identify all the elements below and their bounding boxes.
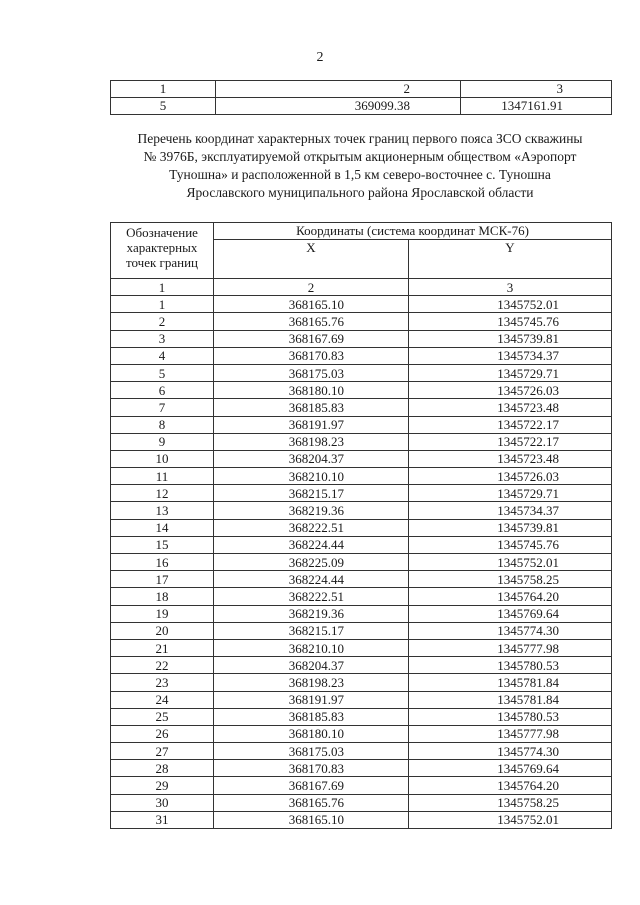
point-number: 27 xyxy=(111,743,214,760)
table-row xyxy=(111,313,612,330)
column-index: 1 xyxy=(111,279,214,296)
y-coordinate: 1345726.03 xyxy=(409,382,612,399)
table-row xyxy=(111,485,612,502)
y-coordinate: 1345734.37 xyxy=(409,347,612,364)
y-coordinate: 1345764.20 xyxy=(409,777,612,794)
table-row xyxy=(111,536,612,553)
y-coordinate: 1345722.17 xyxy=(409,433,612,450)
y-coordinate: 1345781.84 xyxy=(409,691,612,708)
x-coordinate: 368180.10 xyxy=(214,382,409,399)
table-row xyxy=(111,605,612,622)
point-number: 9 xyxy=(111,433,214,450)
x-coordinate: 368165.10 xyxy=(214,811,409,828)
coordinates-table-body xyxy=(111,296,612,829)
y-coordinate: 1345729.71 xyxy=(409,485,612,502)
point-number: 3 xyxy=(111,330,214,347)
table-row xyxy=(111,399,612,416)
table-row xyxy=(111,554,612,571)
header-cell: 2 xyxy=(216,81,461,98)
x-coordinate: 368215.17 xyxy=(214,622,409,639)
x-coordinate: 368219.36 xyxy=(214,502,409,519)
y-coordinate: 1345729.71 xyxy=(409,364,612,381)
y-coordinate: 1347161.91 xyxy=(461,98,612,115)
continuation-table xyxy=(110,80,612,115)
y-coordinate: 1345758.25 xyxy=(409,794,612,811)
point-number: 13 xyxy=(111,502,214,519)
table-row xyxy=(111,777,612,794)
point-number: 30 xyxy=(111,794,214,811)
point-number: 4 xyxy=(111,347,214,364)
x-coordinate: 368175.03 xyxy=(214,364,409,381)
table-caption xyxy=(100,130,620,202)
x-coordinate: 368165.10 xyxy=(214,296,409,313)
point-number: 8 xyxy=(111,416,214,433)
column-index: 3 xyxy=(409,279,612,296)
y-coordinate: 1345774.30 xyxy=(409,622,612,639)
table-row xyxy=(111,743,612,760)
table-row xyxy=(111,519,612,536)
point-number: 17 xyxy=(111,571,214,588)
x-coordinate: 369099.38 xyxy=(216,98,461,115)
x-coordinate: 368185.83 xyxy=(214,399,409,416)
point-number: 29 xyxy=(111,777,214,794)
x-coordinate: 368210.10 xyxy=(214,639,409,656)
y-coordinate: 1345781.84 xyxy=(409,674,612,691)
x-coordinate: 368167.69 xyxy=(214,777,409,794)
designation-header-line: точек границ xyxy=(125,255,199,270)
x-coordinate: 368204.37 xyxy=(214,450,409,467)
caption-line: Ярославского муниципального района Ярославской области xyxy=(186,185,534,200)
y-coordinate: 1345777.98 xyxy=(409,639,612,656)
caption-line: Туношна» и расположенной в 1,5 км северо-восточнее с. Туношна xyxy=(169,167,551,182)
column-index-row xyxy=(111,279,612,296)
y-coordinate: 1345780.53 xyxy=(409,708,612,725)
y-coordinate: 1345723.48 xyxy=(409,399,612,416)
table-row xyxy=(111,364,612,381)
header-cell: 3 xyxy=(461,81,612,98)
x-coordinate: 368198.23 xyxy=(214,674,409,691)
coordinates-table xyxy=(110,222,612,829)
x-coordinate: 368215.17 xyxy=(214,485,409,502)
coordinates-header: Координаты (система координат МСК-76) xyxy=(214,223,612,240)
y-coordinate: 1345734.37 xyxy=(409,502,612,519)
table-row xyxy=(111,468,612,485)
caption-line: № 3976Б, эксплуатируемой открытым акционерным обществом «Аэропорт xyxy=(143,149,577,164)
designation-header-line: характерных xyxy=(126,240,198,255)
x-coordinate: 368219.36 xyxy=(214,605,409,622)
caption-line: Перечень координат характерных точек границ первого пояса ЗСО скважины xyxy=(137,131,583,146)
x-coordinate: 368225.09 xyxy=(214,554,409,571)
y-coordinate: 1345758.25 xyxy=(409,571,612,588)
table-row xyxy=(111,450,612,467)
x-header: X xyxy=(214,240,409,279)
table-row xyxy=(111,296,612,313)
point-number: 5 xyxy=(111,364,214,381)
table-row xyxy=(111,708,612,725)
x-coordinate: 368191.97 xyxy=(214,691,409,708)
table-row xyxy=(111,416,612,433)
point-number: 26 xyxy=(111,725,214,742)
table-row xyxy=(111,760,612,777)
table-header-row xyxy=(111,81,612,98)
y-coordinate: 1345752.01 xyxy=(409,811,612,828)
x-coordinate: 368165.76 xyxy=(214,313,409,330)
y-coordinate: 1345764.20 xyxy=(409,588,612,605)
table-row xyxy=(111,794,612,811)
point-number: 6 xyxy=(111,382,214,399)
y-coordinate: 1345726.03 xyxy=(409,468,612,485)
y-coordinate: 1345780.53 xyxy=(409,657,612,674)
x-coordinate: 368224.44 xyxy=(214,536,409,553)
x-coordinate: 368180.10 xyxy=(214,725,409,742)
table-row xyxy=(111,330,612,347)
table-row xyxy=(111,725,612,742)
page-number: 2 xyxy=(316,50,324,65)
column-index: 2 xyxy=(214,279,409,296)
point-number: 5 xyxy=(111,98,216,115)
x-coordinate: 368224.44 xyxy=(214,571,409,588)
table-row xyxy=(111,98,612,115)
table-row xyxy=(111,622,612,639)
y-coordinate: 1345777.98 xyxy=(409,725,612,742)
point-number: 22 xyxy=(111,657,214,674)
point-number: 15 xyxy=(111,536,214,553)
point-number: 7 xyxy=(111,399,214,416)
point-number: 18 xyxy=(111,588,214,605)
x-coordinate: 368165.76 xyxy=(214,794,409,811)
point-number: 1 xyxy=(111,296,214,313)
designation-header-line: Обозначение xyxy=(126,225,198,240)
point-number: 12 xyxy=(111,485,214,502)
y-header: Y xyxy=(409,240,612,279)
table-row xyxy=(111,347,612,364)
x-coordinate: 368210.10 xyxy=(214,468,409,485)
point-number: 2 xyxy=(111,313,214,330)
table-row xyxy=(111,433,612,450)
point-number: 24 xyxy=(111,691,214,708)
table-row xyxy=(111,657,612,674)
point-number: 16 xyxy=(111,554,214,571)
x-coordinate: 368170.83 xyxy=(214,347,409,364)
table-row xyxy=(111,639,612,656)
point-number: 11 xyxy=(111,468,214,485)
x-coordinate: 368170.83 xyxy=(214,760,409,777)
point-number: 23 xyxy=(111,674,214,691)
y-coordinate: 1345739.81 xyxy=(409,330,612,347)
table-row xyxy=(111,502,612,519)
y-coordinate: 1345739.81 xyxy=(409,519,612,536)
y-coordinate: 1345745.76 xyxy=(409,313,612,330)
x-coordinate: 368191.97 xyxy=(214,416,409,433)
table-row xyxy=(111,811,612,828)
point-number: 19 xyxy=(111,605,214,622)
table-header-row xyxy=(111,223,612,240)
point-number: 21 xyxy=(111,639,214,656)
y-coordinate: 1345769.64 xyxy=(409,605,612,622)
y-coordinate: 1345774.30 xyxy=(409,743,612,760)
point-number: 25 xyxy=(111,708,214,725)
y-coordinate: 1345752.01 xyxy=(409,296,612,313)
point-number: 20 xyxy=(111,622,214,639)
x-coordinate: 368222.51 xyxy=(214,519,409,536)
x-coordinate: 368222.51 xyxy=(214,588,409,605)
x-coordinate: 368204.37 xyxy=(214,657,409,674)
y-coordinate: 1345752.01 xyxy=(409,554,612,571)
x-coordinate: 368198.23 xyxy=(214,433,409,450)
y-coordinate: 1345722.17 xyxy=(409,416,612,433)
point-number: 31 xyxy=(111,811,214,828)
x-coordinate: 368167.69 xyxy=(214,330,409,347)
table-row xyxy=(111,674,612,691)
y-coordinate: 1345745.76 xyxy=(409,536,612,553)
table-row xyxy=(111,691,612,708)
table-row xyxy=(111,588,612,605)
y-coordinate: 1345723.48 xyxy=(409,450,612,467)
header-cell: 1 xyxy=(111,81,216,98)
point-number: 10 xyxy=(111,450,214,467)
table-row xyxy=(111,571,612,588)
table-row xyxy=(111,382,612,399)
y-coordinate: 1345769.64 xyxy=(409,760,612,777)
designation-header xyxy=(111,223,214,279)
x-coordinate: 368185.83 xyxy=(214,708,409,725)
x-coordinate: 368175.03 xyxy=(214,743,409,760)
point-number: 14 xyxy=(111,519,214,536)
point-number: 28 xyxy=(111,760,214,777)
